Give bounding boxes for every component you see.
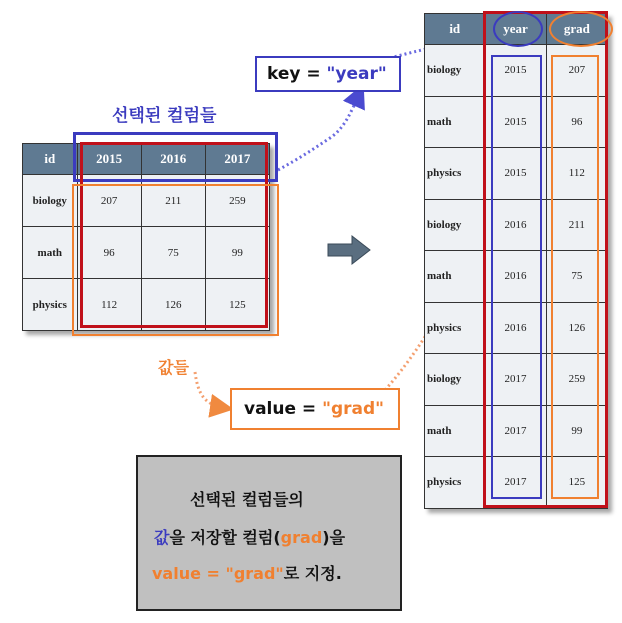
values-label: 값들 xyxy=(158,358,189,377)
cell: 75 xyxy=(141,227,205,279)
cell: math xyxy=(425,405,485,457)
cell: 126 xyxy=(141,279,205,331)
note-line-2-c: grad xyxy=(280,528,323,547)
note-line-3-b: 로 지정. xyxy=(283,564,342,583)
value-box xyxy=(230,388,400,430)
cell: 211 xyxy=(546,199,607,251)
left-header-2016: 2016 xyxy=(141,144,205,175)
right-year-blue-box xyxy=(491,55,542,499)
year-blue-circle xyxy=(493,11,543,47)
value-prefix: value = xyxy=(244,399,323,419)
cell: 211 xyxy=(141,175,205,227)
orange-connector-lower xyxy=(195,372,225,408)
cell: biology xyxy=(425,45,485,97)
note-line-2-d: )을 xyxy=(322,528,346,547)
cell: physics xyxy=(425,457,485,509)
cell: 2016 xyxy=(485,199,546,251)
blue-connector-lower xyxy=(278,92,360,170)
note-line-3 xyxy=(152,561,342,584)
cell: 2015 xyxy=(485,96,546,148)
cell: 99 xyxy=(546,405,607,457)
cell: 75 xyxy=(546,251,607,303)
cell: 112 xyxy=(546,148,607,200)
cell: 259 xyxy=(546,354,607,406)
key-box xyxy=(255,56,401,92)
block-arrow-icon xyxy=(328,236,370,264)
cell: physics xyxy=(425,148,485,200)
right-grad-orange-box xyxy=(551,55,599,499)
cell: 2015 xyxy=(485,148,546,200)
cell: 2017 xyxy=(485,457,546,509)
cell: 259 xyxy=(205,175,269,227)
cell: 207 xyxy=(546,45,607,97)
cell: 207 xyxy=(77,175,141,227)
value-value: "grad" xyxy=(322,399,385,419)
left-header-2017: 2017 xyxy=(205,144,269,175)
left-header-2015: 2015 xyxy=(77,144,141,175)
cell: 99 xyxy=(205,227,269,279)
note-line-1: 선택된 컬럼들의 xyxy=(190,490,304,509)
cell: 2016 xyxy=(485,302,546,354)
key-prefix: key = xyxy=(267,64,327,84)
cell: physics xyxy=(23,279,78,331)
cell: 112 xyxy=(77,279,141,331)
right-header-year: year xyxy=(485,14,546,45)
note-line-3-a: value = "grad" xyxy=(152,564,284,583)
cell: 125 xyxy=(546,457,607,509)
right-header-id: id xyxy=(425,14,485,45)
cell: physics xyxy=(425,302,485,354)
note-line-2-b: 을 저장할 컬럼( xyxy=(169,528,281,547)
right-header-grad: grad xyxy=(546,14,607,45)
cell: biology xyxy=(23,175,78,227)
left-header-id: id xyxy=(23,144,78,175)
cell: math xyxy=(23,227,78,279)
cell: biology xyxy=(425,199,485,251)
cell: math xyxy=(425,251,485,303)
grad-orange-circle xyxy=(549,11,613,47)
values-orange-box xyxy=(72,184,279,336)
cell: 2017 xyxy=(485,354,546,406)
cell: math xyxy=(425,96,485,148)
cell: 126 xyxy=(546,302,607,354)
selected-columns-label: 선택된 컬럼들 xyxy=(112,106,217,126)
cell: biology xyxy=(425,354,485,406)
cell: 96 xyxy=(77,227,141,279)
note-line-2-a: 값 xyxy=(154,528,170,547)
cell: 96 xyxy=(546,96,607,148)
cell: 2015 xyxy=(485,45,546,97)
cell: 2016 xyxy=(485,251,546,303)
cell: 2017 xyxy=(485,405,546,457)
key-value: "year" xyxy=(326,64,387,84)
note-box xyxy=(136,455,402,611)
cell: 125 xyxy=(205,279,269,331)
note-line-2 xyxy=(154,525,345,548)
